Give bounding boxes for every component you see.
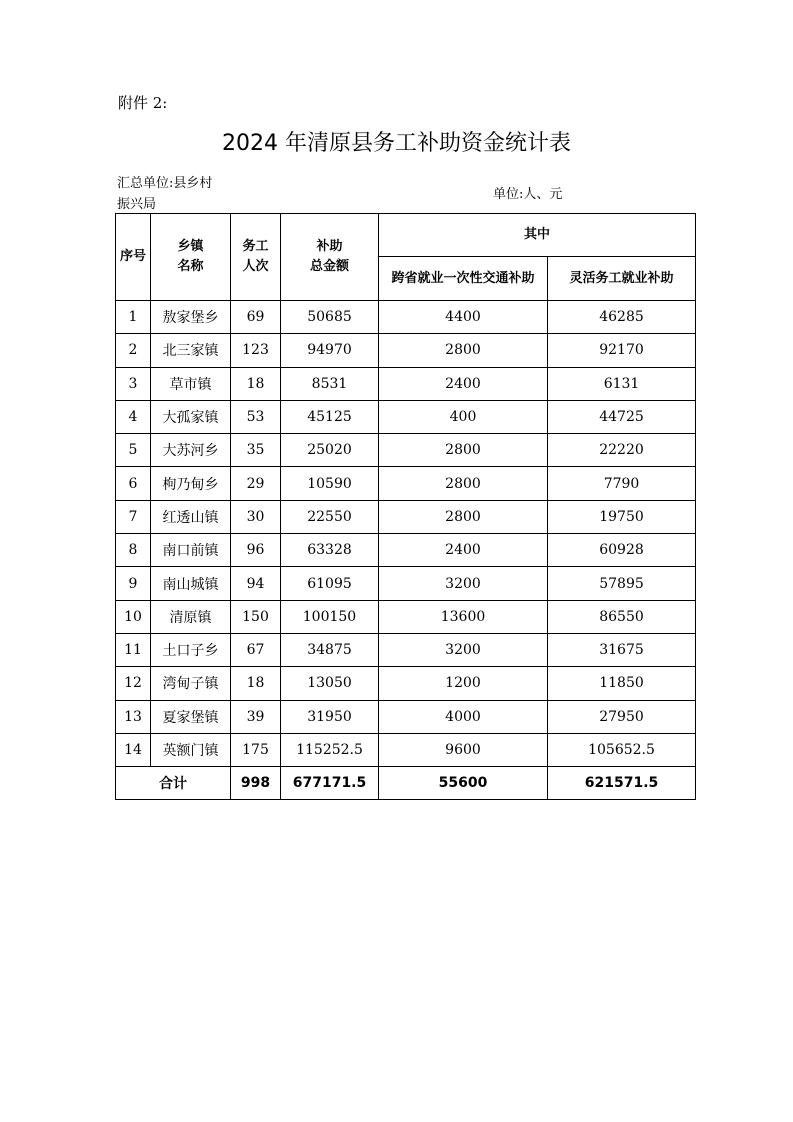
total-row [116, 767, 696, 800]
cell-town: 大苏河乡 [151, 434, 231, 467]
cell-town: 北三家镇 [151, 334, 231, 367]
table-row [116, 367, 696, 400]
cell-flexible: 92170 [548, 334, 696, 367]
cell-workers: 96 [231, 534, 281, 567]
table-body [116, 301, 696, 767]
cell-workers: 94 [231, 567, 281, 600]
table-row [116, 301, 696, 334]
cell-cross-province: 2800 [379, 467, 548, 500]
cell-seq: 10 [116, 600, 151, 633]
total-cross-province: 55600 [379, 767, 548, 800]
table-row [116, 600, 696, 633]
compiling-unit [117, 173, 257, 215]
cell-workers: 18 [231, 667, 281, 700]
cell-total: 31950 [281, 700, 379, 733]
cell-flexible: 27950 [548, 700, 696, 733]
cell-workers: 29 [231, 467, 281, 500]
cell-total: 115252.5 [281, 733, 379, 766]
cell-town: 清原镇 [151, 600, 231, 633]
cell-workers: 18 [231, 367, 281, 400]
header-workers-line1: 务工 [242, 239, 269, 254]
unit-label: 单位:人、元 [493, 187, 563, 202]
cell-seq: 12 [116, 667, 151, 700]
cell-seq: 1 [116, 301, 151, 334]
cell-cross-province: 2400 [379, 367, 548, 400]
cell-cross-province: 400 [379, 400, 548, 433]
cell-total: 61095 [281, 567, 379, 600]
cell-seq: 8 [116, 534, 151, 567]
cell-town: 枸乃甸乡 [151, 467, 231, 500]
header-town-line1: 乡镇 [177, 239, 204, 254]
cell-total: 8531 [281, 367, 379, 400]
cell-seq: 9 [116, 567, 151, 600]
cell-total: 34875 [281, 633, 379, 666]
table-row [116, 334, 696, 367]
header-flexible: 灵活务工就业补助 [548, 257, 696, 301]
table-row [116, 500, 696, 533]
header-subsidy-total [281, 214, 379, 301]
cell-flexible: 46285 [548, 301, 696, 334]
cell-town: 大孤家镇 [151, 400, 231, 433]
table-row [116, 534, 696, 567]
cell-town: 夏家堡镇 [151, 700, 231, 733]
header-subsidy-line1: 补助 [316, 239, 343, 254]
header-subsidy-line2: 总金额 [309, 259, 349, 274]
cell-seq: 3 [116, 367, 151, 400]
total-amount: 677171.5 [281, 767, 379, 800]
cell-seq: 2 [116, 334, 151, 367]
cell-workers: 30 [231, 500, 281, 533]
cell-cross-province: 2800 [379, 334, 548, 367]
cell-total: 10590 [281, 467, 379, 500]
header-town [151, 214, 231, 301]
cell-flexible: 22220 [548, 434, 696, 467]
cell-flexible: 31675 [548, 633, 696, 666]
cell-cross-province: 9600 [379, 733, 548, 766]
cell-workers: 69 [231, 301, 281, 334]
table-row [116, 400, 696, 433]
cell-total: 63328 [281, 534, 379, 567]
cell-cross-province: 3200 [379, 567, 548, 600]
cell-town: 敖家堡乡 [151, 301, 231, 334]
cell-total: 13050 [281, 667, 379, 700]
cell-workers: 39 [231, 700, 281, 733]
cell-total: 94970 [281, 334, 379, 367]
table-row [116, 700, 696, 733]
table-row [116, 434, 696, 467]
cell-cross-province: 2400 [379, 534, 548, 567]
cell-total: 45125 [281, 400, 379, 433]
cell-seq: 6 [116, 467, 151, 500]
cell-seq: 11 [116, 633, 151, 666]
subsidy-table [115, 213, 696, 800]
table-row [116, 667, 696, 700]
table-row [116, 733, 696, 766]
header-town-line2: 名称 [177, 259, 204, 274]
cell-flexible: 19750 [548, 500, 696, 533]
table-row [116, 467, 696, 500]
header-workers-line2: 人次 [242, 259, 269, 274]
cell-cross-province: 3200 [379, 633, 548, 666]
cell-town: 湾甸子镇 [151, 667, 231, 700]
cell-cross-province: 13600 [379, 600, 548, 633]
cell-seq: 5 [116, 434, 151, 467]
cell-cross-province: 4400 [379, 301, 548, 334]
cell-workers: 175 [231, 733, 281, 766]
cell-total: 22550 [281, 500, 379, 533]
cell-town: 草市镇 [151, 367, 231, 400]
cell-cross-province: 4000 [379, 700, 548, 733]
header-seq: 序号 [116, 214, 151, 301]
cell-flexible: 57895 [548, 567, 696, 600]
header-cross-province: 跨省就业一次性交通补助 [379, 257, 548, 301]
cell-flexible: 6131 [548, 367, 696, 400]
cell-town: 土口子乡 [151, 633, 231, 666]
total-workers: 998 [231, 767, 281, 800]
cell-town: 红透山镇 [151, 500, 231, 533]
header-of-which: 其中 [379, 214, 696, 257]
total-label: 合计 [116, 767, 231, 800]
cell-cross-province: 2800 [379, 500, 548, 533]
cell-seq: 14 [116, 733, 151, 766]
cell-town: 南山城镇 [151, 567, 231, 600]
cell-seq: 13 [116, 700, 151, 733]
cell-flexible: 44725 [548, 400, 696, 433]
total-flexible: 621571.5 [548, 767, 696, 800]
cell-seq: 4 [116, 400, 151, 433]
cell-town: 南口前镇 [151, 534, 231, 567]
cell-flexible: 11850 [548, 667, 696, 700]
cell-town: 英额门镇 [151, 733, 231, 766]
document-title: 2024 年清原县务工补助资金统计表 [222, 131, 571, 156]
cell-total: 50685 [281, 301, 379, 334]
cell-flexible: 7790 [548, 467, 696, 500]
cell-workers: 35 [231, 434, 281, 467]
cell-flexible: 60928 [548, 534, 696, 567]
cell-workers: 123 [231, 334, 281, 367]
cell-flexible: 105652.5 [548, 733, 696, 766]
cell-total: 100150 [281, 600, 379, 633]
compiling-unit-line1: 汇总单位:县乡村 [117, 176, 213, 191]
cell-flexible: 86550 [548, 600, 696, 633]
table-row [116, 633, 696, 666]
cell-seq: 7 [116, 500, 151, 533]
table-row [116, 567, 696, 600]
cell-workers: 67 [231, 633, 281, 666]
compiling-unit-line2: 振兴局 [117, 197, 157, 212]
cell-cross-province: 1200 [379, 667, 548, 700]
header-workers [231, 214, 281, 301]
cell-cross-province: 2800 [379, 434, 548, 467]
cell-workers: 150 [231, 600, 281, 633]
cell-total: 25020 [281, 434, 379, 467]
attachment-label: 附件 2: [118, 94, 168, 112]
cell-workers: 53 [231, 400, 281, 433]
